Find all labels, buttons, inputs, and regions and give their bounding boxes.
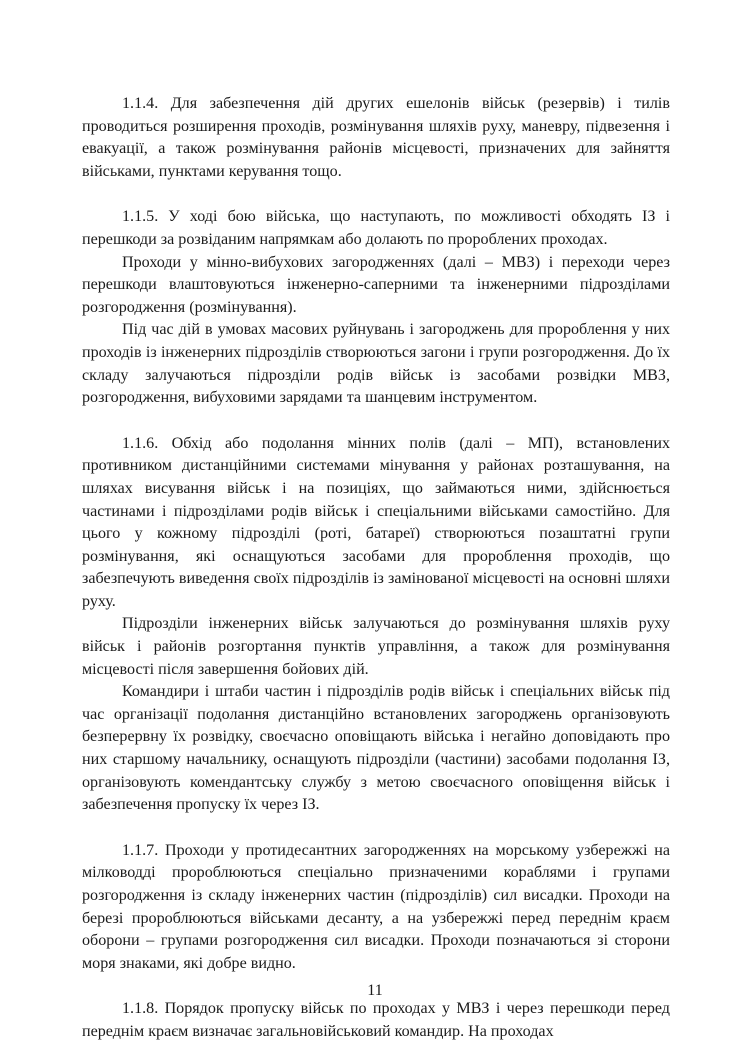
paragraph-1-1-8: 1.1.8. Порядок пропуску військ по проходах у МВЗ і через перешкоди перед переднім краєм визначає загальновійськовий командир. На проходах [82,1000,670,1040]
paragraph-1-1-6: 1.1.6. Обхід або подолання мінних полів (далі – МП), встановлених противником дистанційними системами мінування у районах розташування, на шляхах висування військ і на позиціях, що займаються ними, здійснюється частинами і підрозділами родів військ і спеціальними військами самостійно. Для цього у кожному підрозділі (роті, батареї) створюються позаштатні групи розмінування, які оснащуються засобами для пророблення проходів, що забезпечують виведення своїх підрозділів із замінованої місцевості на основні шляхи руху. [82,434,670,610]
paragraph-commanders: Командири і штаби частин і підрозділів родів військ і спеціальних військ під час організації подолання дистанційно встановлених загороджень організовують безперервну їх розвідку, своєчасно оповіщають війська і негайно доповідають про них старшому начальнику, оснащують підрозділи (частини) засобами подолання ІЗ, організовують комендантську службу з метою своєчасного оповіщення військ і забезпечення пропуску їх через ІЗ. [82,683,670,814]
paragraph-mvz-passages: Проходи у мінно-вибухових загородженнях (далі – МВЗ) і переходи через перешкоди влаштовуються інженерно-саперними та інженерними підрозділами розгородження (розмінування). [82,253,670,316]
page-number: 11 [367,982,383,999]
paragraph-1-1-4: 1.1.4. Для забезпечення дій других ешелонів військ (резервів) і тилів проводиться розширення проходів, розмінування шляхів руху, маневру, підвезення і евакуації, а також розмінування районів місцевості, призначених для зайняття військами, пунктами керування тощо. [82,95,670,180]
section-gap [82,817,670,840]
section-gap [82,183,670,206]
section-gap [82,410,670,433]
paragraph-engineer-units: Підрозділи інженерних військ залучаються до розмінування шляхів руху військ і районів розгортання пунктів управління, а також для розмінування місцевості після завершення бойових дій. [82,615,670,678]
paragraph-1-1-5: 1.1.5. У ході бою війська, що наступають, по можливості обходять ІЗ і перешкоди за розвіданим напрямкам або долають по пророблених проходах. [82,208,670,248]
paragraph-1-1-7: 1.1.7. Проходи у протидесантних загородженнях на морському узбережжі на мілководді пророблюються спеціально призначеними кораблями і групами розгородження із складу інженерних частин (підрозділів) сил висадки. Проходи на березі пророблюються військами десанту, а на узбережжі перед переднім краєм оборони – групами розгородження сил висадки. Проходи позначаються зі сторони моря знаками, які добре видно. [82,841,670,972]
page-body [82,93,670,1044]
paragraph-clearing-groups: Під час дій в умовах масових руйнувань і загороджень для пророблення у них проходів із інженерних підрозділів створюються загони і групи розгородження. До їх складу залучаються підрозділи родів військ із засобами розвідки МВЗ, розгородження, вибуховими зарядами та шанцевим інструментом. [82,321,670,407]
